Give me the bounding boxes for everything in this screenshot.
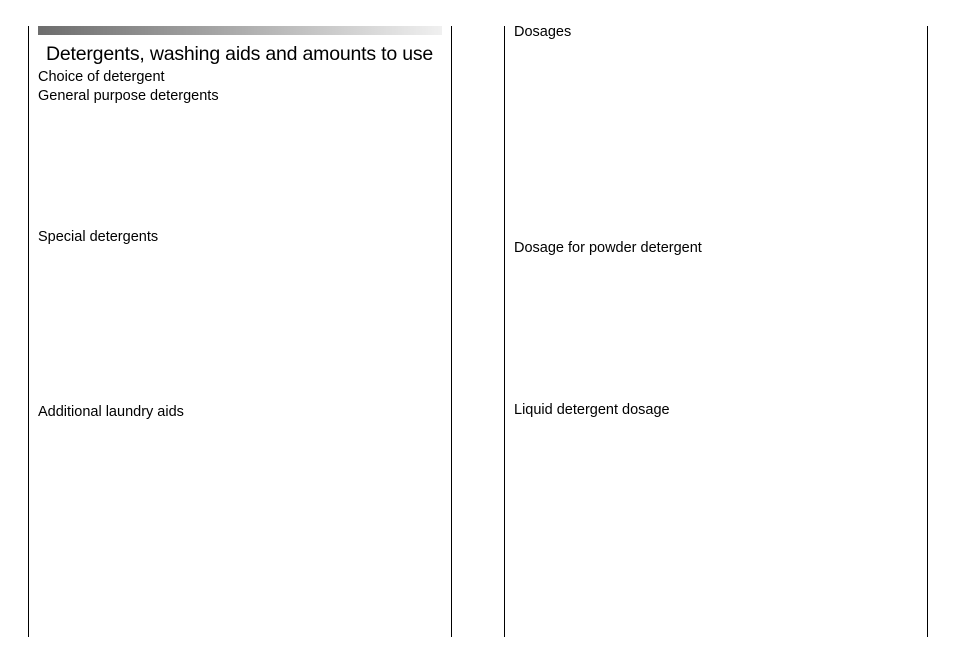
title-gradient-bar: [38, 26, 442, 35]
section-heading-special-detergents: Special detergents: [38, 229, 159, 245]
section-heading-choice-of-detergent: Choice of detergent: [38, 69, 165, 85]
section-heading-additional-laundry-aids: Additional laundry aids: [38, 404, 184, 420]
section-heading-dosage-for-powder-detergent: Dosage for powder detergent: [514, 240, 702, 256]
section-heading-general-purpose-detergents: General purpose detergents: [38, 88, 219, 104]
page-title: Detergents, washing aids and amounts to use: [46, 43, 434, 65]
section-heading-liquid-detergent-dosage: Liquid detergent dosage: [514, 402, 670, 418]
right-page: [477, 0, 954, 668]
section-heading-dosages: Dosages: [514, 24, 572, 40]
